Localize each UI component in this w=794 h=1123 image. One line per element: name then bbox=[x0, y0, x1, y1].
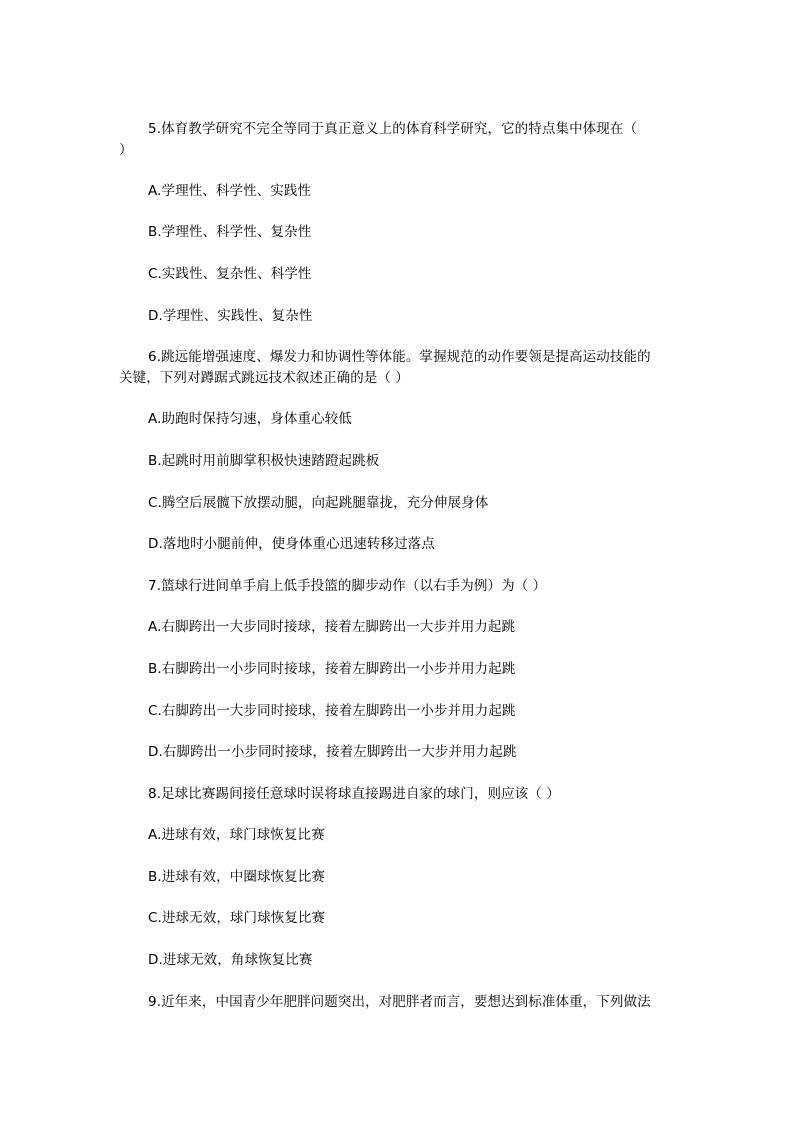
question-5-option-c: C.实践性、复杂性、科学性 bbox=[148, 266, 312, 282]
question-7-option-c: C.右脚跨出一大步同时接球，接着左脚跨出一小步并用力起跳 bbox=[148, 703, 516, 719]
question-8-option-b: B.进球有效，中圈球恢复比赛 bbox=[148, 869, 325, 885]
question-5-stem-line2: ） bbox=[119, 142, 133, 158]
question-7-option-d: D.右脚跨出一小步同时接球，接着左脚跨出一大步并用力起跳 bbox=[148, 744, 517, 760]
question-5-stem-line1: 5.体育教学研究不完全等同于真正意义上的体育科学研究，它的特点集中体现在（ bbox=[148, 121, 638, 137]
question-9-stem: 9.近年来，中国青少年肥胖问题突出，对肥胖者而言，要想达到标准体重，下列做法 bbox=[148, 994, 651, 1010]
question-7-option-b: B.右脚跨出一小步同时接球，接着左脚跨出一小步并用力起跳 bbox=[148, 661, 516, 677]
question-7-option-a: A.右脚跨出一大步同时接球，接着左脚跨出一大步并用力起跳 bbox=[148, 619, 516, 635]
question-5-option-b: B.学理性、科学性、复杂性 bbox=[148, 224, 312, 240]
question-6-option-d: D.落地时小腿前伸，使身体重心迅速转移过落点 bbox=[148, 536, 435, 552]
question-8-stem: 8.足球比赛踢间接任意球时误将球直接踢进自家的球门，则应该（ ） bbox=[148, 786, 560, 802]
question-7-stem: 7.篮球行进间单手肩上低手投篮的脚步动作（以右手为例）为（ ） bbox=[148, 578, 547, 594]
question-6-stem-line1: 6.跳远能增强速度、爆发力和协调性等体能。掌握规范的动作要领是提高运动技能的 bbox=[148, 349, 651, 365]
question-8-option-c: C.进球无效，球门球恢复比赛 bbox=[148, 910, 326, 926]
question-8-option-a: A.进球有效，球门球恢复比赛 bbox=[148, 827, 325, 843]
question-6-stem-line2: 关键，下列对蹲踞式跳远技术叙述正确的是（ ） bbox=[119, 370, 409, 386]
question-6-option-c: C.腾空后展髋下放摆动腿，向起跳腿靠拢，充分伸展身体 bbox=[148, 495, 489, 511]
question-6-option-b: B.起跳时用前脚掌积极快速踏蹬起跳板 bbox=[148, 453, 380, 469]
question-5-option-d: D.学理性、实践性、复杂性 bbox=[148, 308, 313, 324]
question-8-option-d: D.进球无效，角球恢复比赛 bbox=[148, 952, 313, 968]
question-5-option-a: A.学理性、科学性、实践性 bbox=[148, 183, 312, 199]
question-6-option-a: A.助跑时保持匀速，身体重心较低 bbox=[148, 411, 352, 427]
